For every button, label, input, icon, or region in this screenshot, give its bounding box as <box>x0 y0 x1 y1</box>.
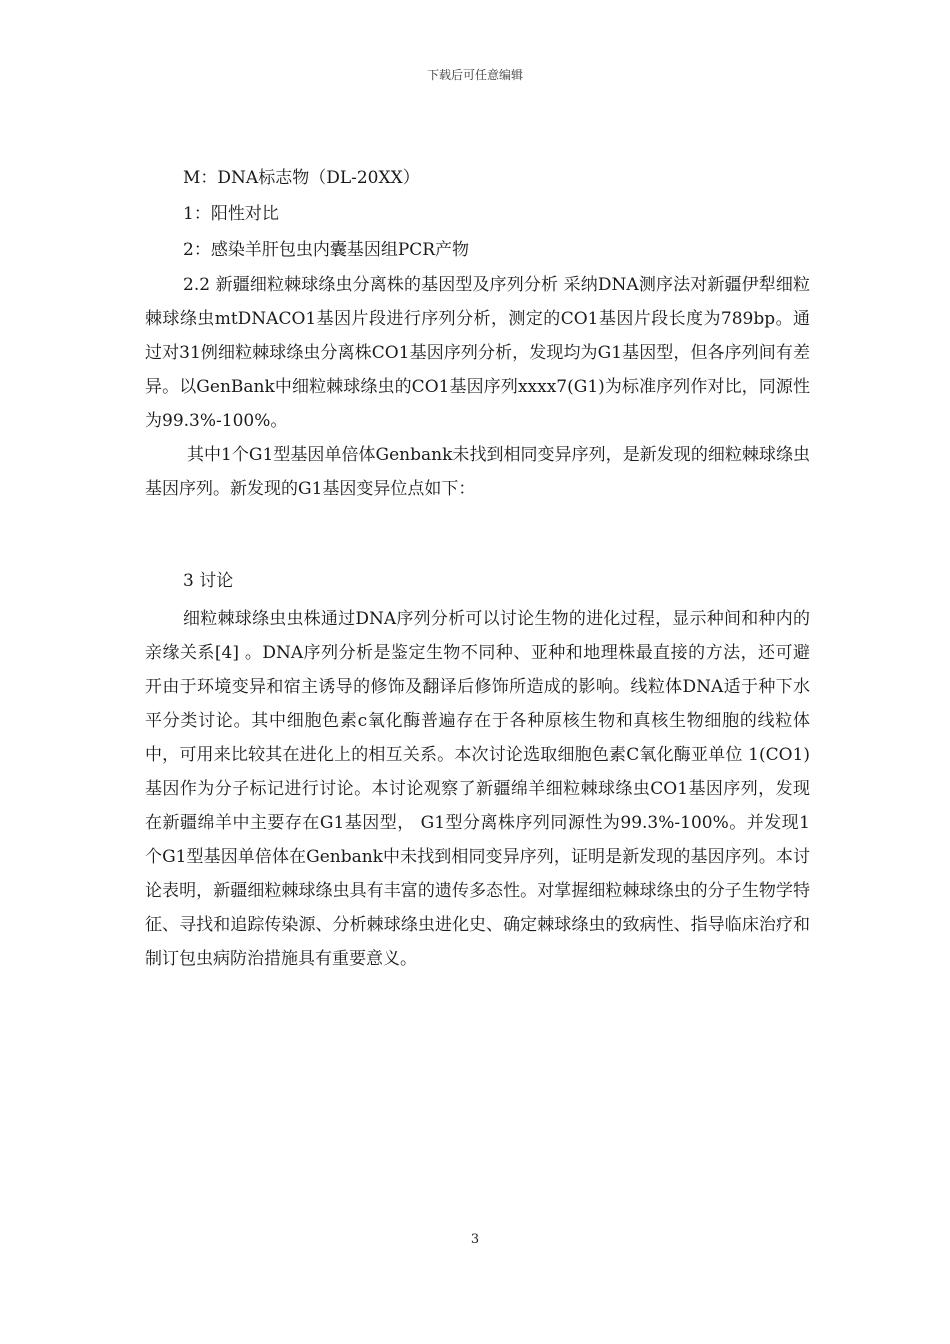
figure-legend-lane-1: 1：阳性对比 <box>183 204 279 224</box>
results-paragraph-new-haplotype: 其中1个G1型基因单倍体Genbank未找到相同变异序列，是新发现的细粒棘球绦虫基因序列。新发现的G1基因变异位点如下： <box>145 445 810 499</box>
page-header: 下载后可任意编辑 <box>426 68 523 82</box>
blank-space <box>145 506 810 560</box>
figure-legend-lane-2: 2：感染羊肝包虫内囊基因组PCR产物 <box>183 240 470 260</box>
section-title-discussion: 3 讨论 <box>183 571 234 591</box>
discussion-paragraph: 细粒棘球绦虫虫株通过DNA序列分析可以讨论生物的进化过程，显示种间和种内的亲缘关系[4] 。DNA序列分析是鉴定生物不同种、亚种和地理株最直接的方法，还可避开由于环境变异和宿主诱导的修饰及翻译后修饰所造成的影响。线粒体DNA适于种下水平分类讨论。其中细胞色素c氧化酶普遍存在于各种原核生物和真核生物细胞的线粒体中，可用来比较其在进化上的相互关系。本次讨论选取细胞色素C氧化酶亚单位 1(CO1)基因作为分子标记进行讨论。本讨论观察了新疆绵羊细粒棘球绦虫CO1基因序列，发现在新疆绵羊中主要存在G1基因型， G1型分离株序列同源性为99.3%-100%。并发现1个G1型基因单倍体在Genbank中未找到相同变异序列，证明是新发现的基因序列。本讨论表明，新疆细粒棘球绦虫具有丰富的遗传多态性。对掌握细粒棘球绦虫的分子生物学特征、寻找和追踪传染源、分析棘球绦虫进化史、确定棘球绦虫的致病性、指导临床治疗和制订包虫病防治措施具有重要意义。 <box>145 609 810 969</box>
figure-legend-marker: M：DNA标志物（DL-20XX） <box>183 168 420 188</box>
page-number: 3 <box>470 1232 480 1247</box>
document-body <box>145 160 810 976</box>
results-paragraph-genotype: 2.2 新疆细粒棘球绦虫分离株的基因型及序列分析 采纳DNA测序法对新疆伊犁细粒棘球绦虫mtDNACO1基因片段进行序列分析，测定的CO1基因片段长度为789bp。通过对31例细粒棘球绦虫分离株CO1基因序列分析，发现均为G1基因型，但各序列间有差异。以GenBank中细粒棘球绦虫的CO1基因序列xxxx7(G1)为标准序列作对比，同源性为99.3%-100%。 <box>145 275 810 431</box>
